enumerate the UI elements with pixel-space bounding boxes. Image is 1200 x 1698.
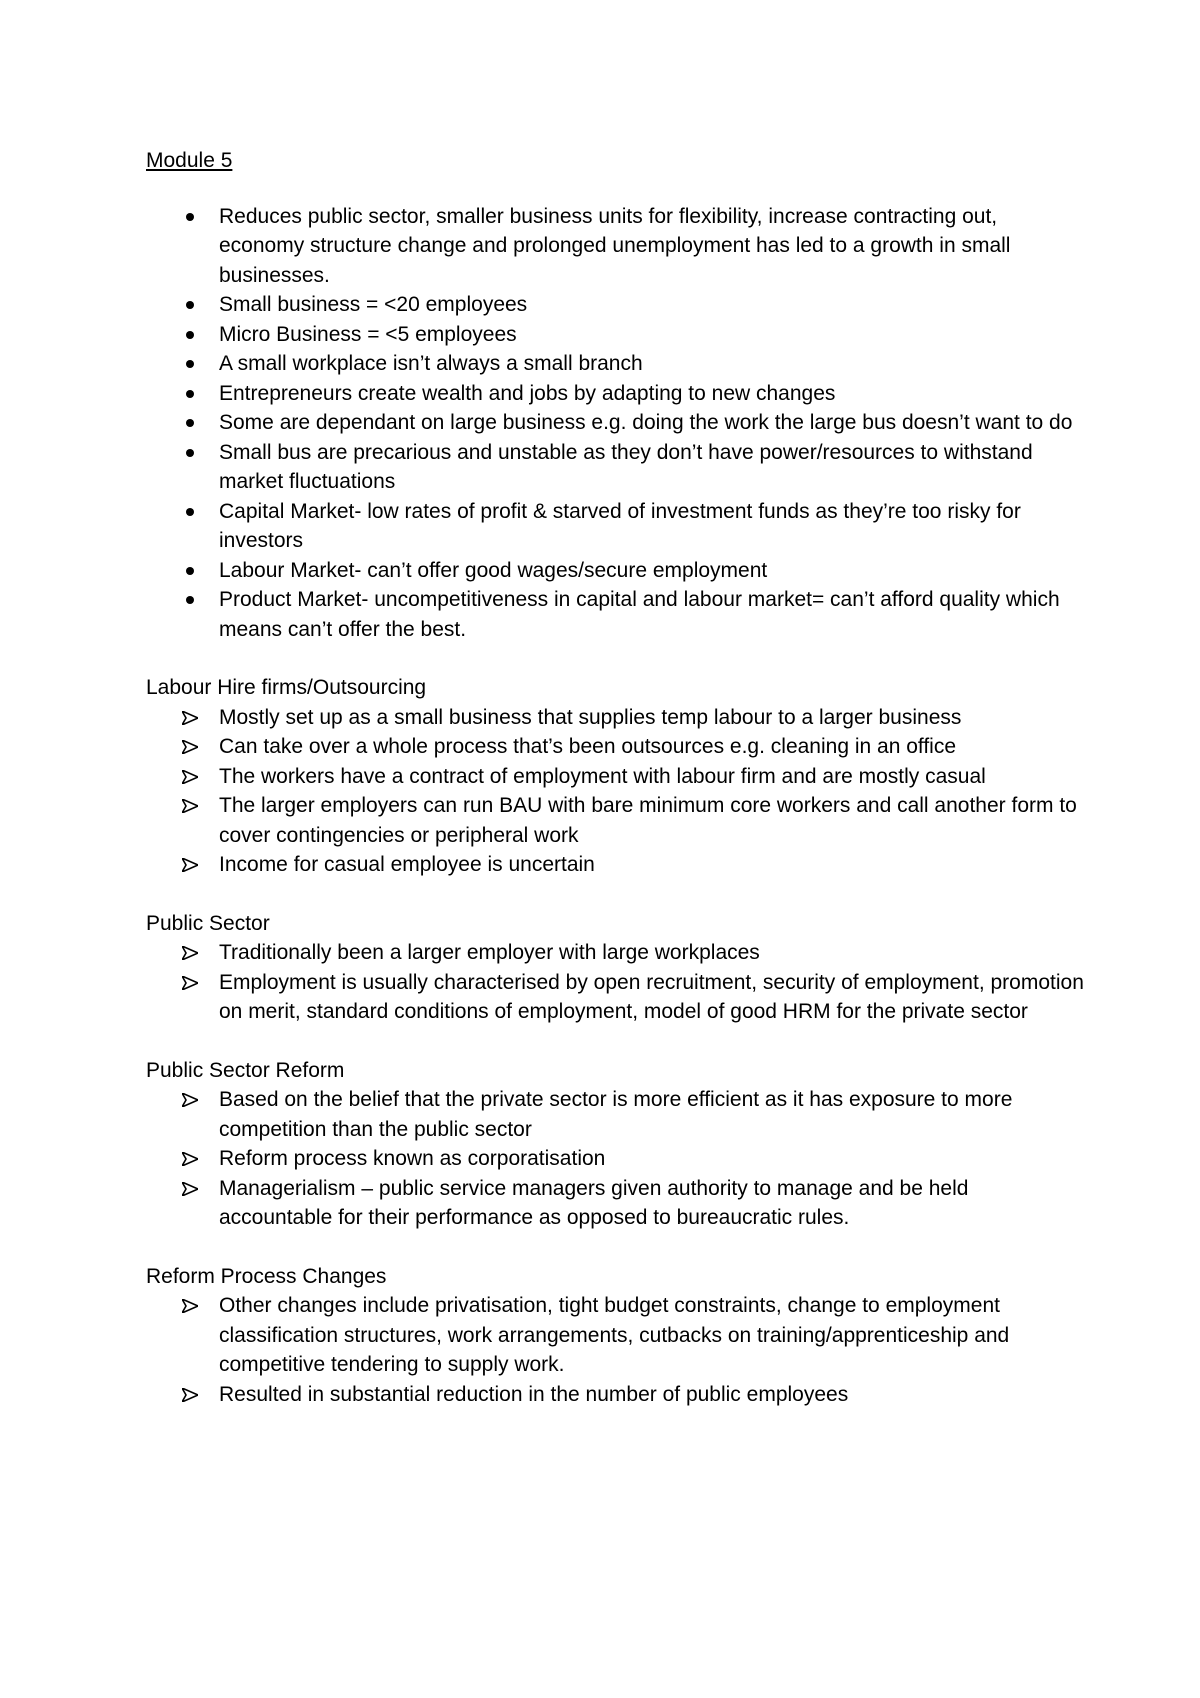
arrow-item (146, 1085, 1086, 1144)
bullet-text: Reduces public sector, smaller business units for flexibility, increase contracting out, economy structure change and prolonged unemployment has led to a growth in small businesses. (219, 204, 1011, 287)
bullet-dot-icon (186, 567, 194, 575)
arrow-item (146, 1144, 1086, 1174)
bullet-item (146, 379, 1086, 409)
bullet-item (146, 290, 1086, 320)
bullet-dot-icon (186, 301, 194, 309)
bullet-text: Product Market- uncompetitiveness in capital and labour market= can’t afford quality which means can’t offer the best. (219, 588, 1060, 641)
intro-section (146, 202, 1086, 645)
bullet-item (146, 585, 1086, 644)
bullet-item (146, 320, 1086, 350)
arrow-item (146, 850, 1086, 880)
bullet-dot-icon (186, 213, 194, 221)
arrow-list (146, 1291, 1086, 1409)
section-reform-process-changes (146, 1262, 1086, 1410)
arrow-item (146, 762, 1086, 792)
arrow-item (146, 938, 1086, 968)
arrow-item-text: The workers have a contract of employment with labour firm and are mostly casual (219, 764, 986, 788)
arrow-item-text: Mostly set up as a small business that supplies temp labour to a larger business (219, 705, 962, 729)
arrowhead-icon (182, 740, 198, 754)
arrowhead-icon (182, 976, 198, 990)
arrow-item-text: Traditionally been a larger employer with large workplaces (219, 941, 760, 964)
arrow-item-text: Managerialism – public service managers given authority to manage and be held accountable for their performance as opposed to bureaucratic rules. (219, 1176, 969, 1229)
arrowhead-icon (182, 711, 198, 725)
document-page (146, 146, 1086, 1438)
arrow-item (146, 703, 1086, 733)
arrow-item-text: Resulted in substantial reduction in the number of public employees (219, 1382, 849, 1406)
arrow-list (146, 938, 1086, 1027)
bullet-text: Small bus are precarious and unstable as they don’t have power/resources to withstand market fluctuations (219, 440, 1033, 493)
bullet-dot-icon (186, 596, 194, 604)
arrow-item (146, 791, 1086, 850)
arrowhead-icon (182, 946, 198, 960)
section-public-sector (146, 909, 1086, 1027)
bullet-dot-icon (186, 360, 194, 368)
arrowhead-icon (182, 1182, 198, 1196)
arrow-item (146, 1291, 1086, 1380)
bullet-item (146, 349, 1086, 379)
bullet-text: Labour Market- can’t offer good wages/secure employment (219, 558, 768, 582)
arrowhead-icon (182, 1152, 198, 1166)
section-heading: Public Sector Reform (146, 1058, 345, 1082)
arrow-item-text: Employment is usually characterised by open recruitment, security of employment, promotion on merit, standard conditions of employment, model of good HRM for the private sector (219, 970, 1084, 1023)
arrow-item-text: Reform process known as corporatisation (219, 1147, 606, 1170)
bullet-text: Some are dependant on large business e.g. doing the work the large bus doesn’t want to do (219, 411, 1073, 434)
arrow-item-text: Income for casual employee is uncertain (219, 853, 595, 876)
bullet-item (146, 497, 1086, 556)
bullet-dot-icon (186, 419, 194, 427)
bullet-dot-icon (186, 449, 194, 457)
bullet-item (146, 438, 1086, 497)
arrowhead-icon (182, 770, 198, 784)
bullet-text: Small business = <20 employees (219, 293, 528, 316)
section-labour-hire (146, 673, 1086, 880)
bullet-text: Capital Market- low rates of profit & starved of investment funds as they’re too risky for investors (219, 499, 1021, 552)
arrowhead-icon (182, 1299, 198, 1313)
arrow-item-text: Can take over a whole process that’s been outsources e.g. cleaning in an office (219, 735, 957, 758)
bullet-dot-icon (186, 390, 194, 398)
arrow-item (146, 968, 1086, 1027)
bullet-dot-icon (186, 331, 194, 339)
arrow-list (146, 1085, 1086, 1233)
section-heading: Labour Hire firms/Outsourcing (146, 676, 427, 699)
section-public-sector-reform (146, 1056, 1086, 1233)
intro-bullet-list (146, 202, 1086, 645)
section-heading: Reform Process Changes (146, 1264, 387, 1288)
arrow-item-text: The larger employers can run BAU with bare minimum core workers and call another form to cover contingencies or peripheral work (219, 794, 1077, 847)
section-heading: Public Sector (146, 911, 270, 935)
bullet-item (146, 556, 1086, 586)
bullet-text: Micro Business = <5 employees (219, 322, 517, 346)
bullet-item (146, 202, 1086, 291)
arrowhead-icon (182, 1388, 198, 1402)
arrow-item-text: Based on the belief that the private sector is more efficient as it has exposure to more competition than the public sector (219, 1088, 1013, 1141)
page-title: Module 5 (146, 149, 233, 172)
arrowhead-icon (182, 1093, 198, 1107)
arrowhead-icon (182, 799, 198, 813)
bullet-text: Entrepreneurs create wealth and jobs by adapting to new changes (219, 381, 836, 405)
bullet-dot-icon (186, 508, 194, 516)
arrowhead-icon (182, 858, 198, 872)
arrow-item (146, 1380, 1086, 1410)
bullet-item (146, 408, 1086, 438)
arrow-item (146, 1174, 1086, 1233)
arrow-list (146, 703, 1086, 880)
bullet-text: A small workplace isn’t always a small branch (219, 352, 643, 375)
arrow-item (146, 732, 1086, 762)
arrow-item-text: Other changes include privatisation, tight budget constraints, change to employment classification structures, work arrangements, cutbacks on training/apprenticeship and competitive tendering to supply work. (219, 1294, 1010, 1376)
